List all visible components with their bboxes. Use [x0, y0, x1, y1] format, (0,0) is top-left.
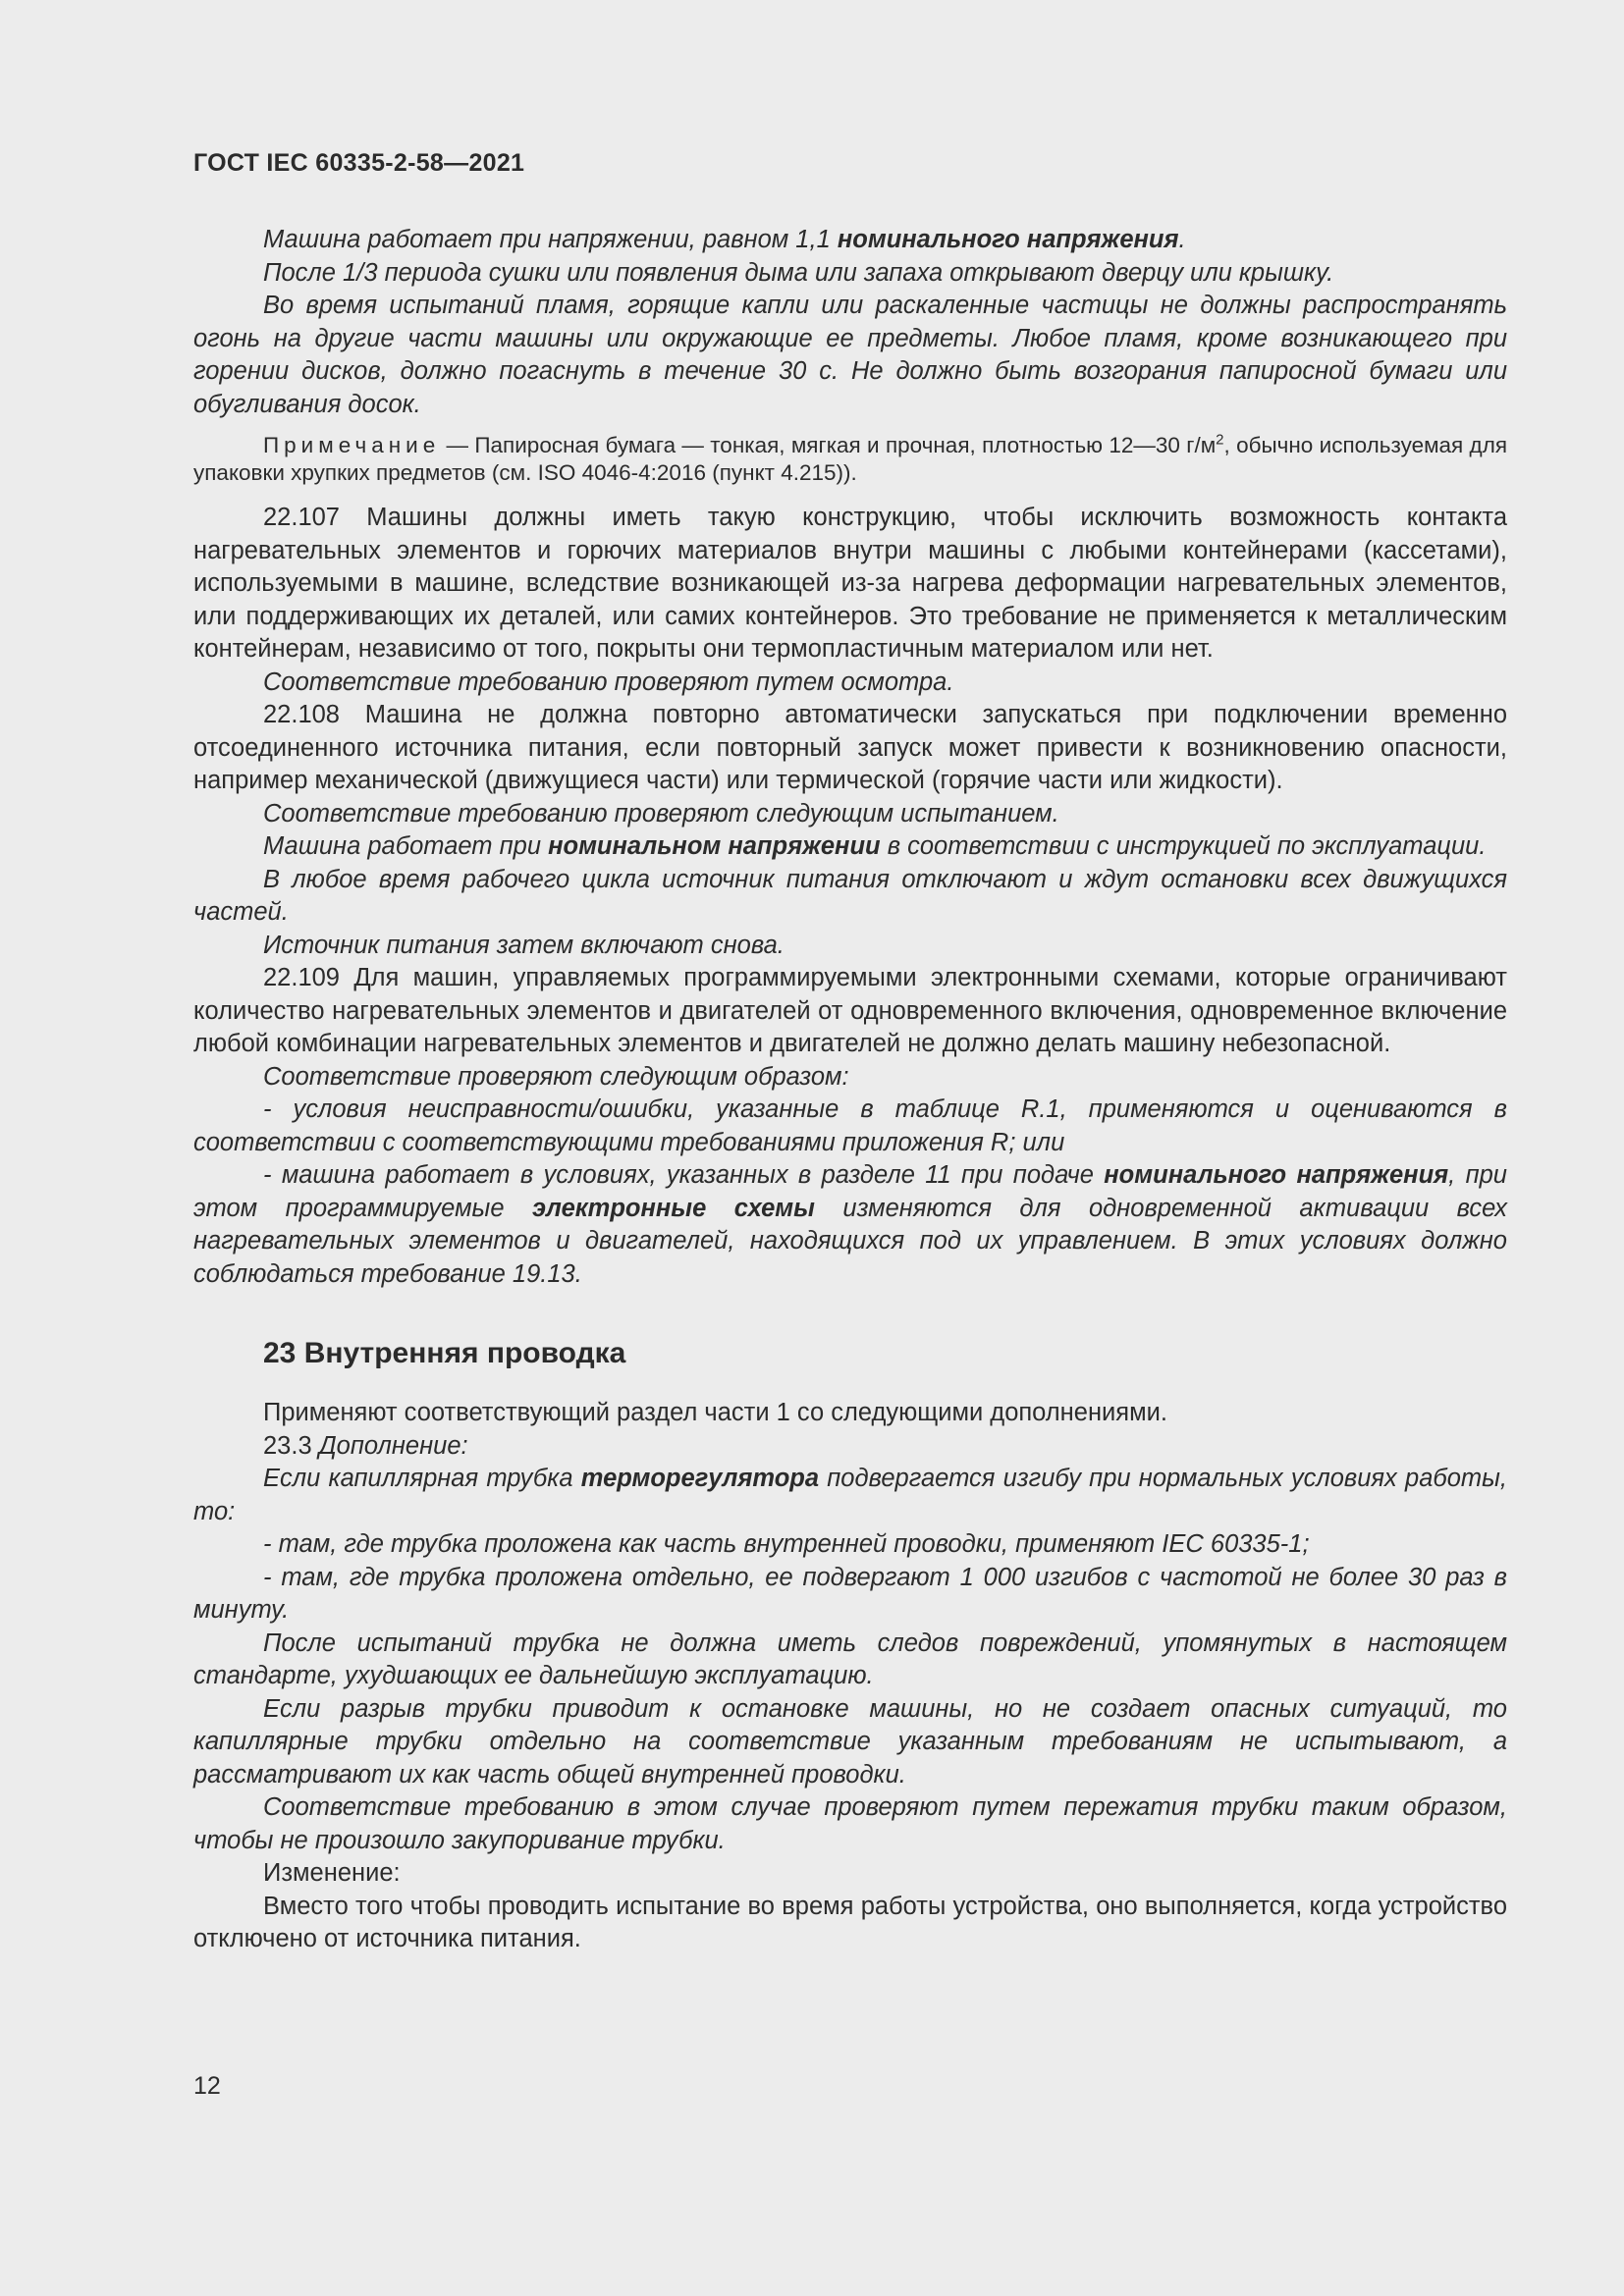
text: — Папиросная бумага — тонкая, мягкая и прочная, плотностью 12—30 г/м — [440, 433, 1217, 457]
clause-number: 23.3 — [263, 1431, 319, 1460]
document-body — [193, 224, 1507, 1956]
term-bold: терморегулятора — [580, 1465, 820, 1492]
clause-label: Дополнение: — [318, 1431, 468, 1460]
text: - машина работает в условиях, указанных в разделе 11 при подаче — [263, 1161, 1105, 1189]
paragraph: - там, где трубка проложена как часть внутренней проводки, применяют IEC 60335-1; — [263, 1530, 1310, 1558]
paragraph: В любое время рабочего цикла источник питания отключают и ждут остановки всех движущихся частей. — [193, 865, 1507, 926]
text: Машина работает при — [263, 832, 549, 860]
paragraph: Соответствие требованию проверяют путем осмотра. — [263, 667, 954, 696]
paragraph: Соответствие проверяют следующим образом: — [263, 1062, 849, 1091]
text: Машина работает при напряжении, равном 1,1 — [263, 226, 838, 253]
text: . — [1178, 226, 1186, 253]
section-title: 23 Внутренняя проводка — [263, 1337, 626, 1369]
paragraph: После 1/3 периода сушки или появления дыма или запаха открывают дверцу или крышку. — [263, 258, 1334, 287]
paragraph: 22.109 Для машин, управляемых программируемыми электронными схемами, которые ограничивают количество нагревательных элементов и двигателей от одновременного включения, одновременное включение любой комбинации нагревательных элементов и двигателей не должно делать машину небезопасной. — [193, 964, 1507, 1057]
term-bold: номинального напряжения — [837, 226, 1179, 253]
text: изменяются для одновременной активации всех нагревательных элементов и двигателей, находящихся под их управлением. В этих условиях должно соблюдаться требование 19.13. — [193, 1194, 1507, 1288]
paragraph: Соответствие требованию проверяют следующим испытанием. — [263, 799, 1059, 828]
document-header: ГОСТ IEC 60335-2-58—2021 — [193, 149, 525, 177]
text: , обычно используемая для упаковки хрупких предметов (см. ISO 4046-4:2016 (пункт 4.215)). — [193, 433, 1508, 485]
term-bold: номинальном напряжении — [548, 832, 881, 860]
page-number: 12 — [193, 2072, 221, 2100]
paragraph: Вместо того чтобы проводить испытание во время работы устройства, оно выполняется, когда устройство отключено от источника питания. — [193, 1892, 1507, 1952]
paragraph — [193, 1430, 1507, 1464]
paragraph: После испытаний трубка не должна иметь следов повреждений, упомянутых в настоящем стандарте, ухудшающих ее дальнейшую эксплуатацию. — [193, 1629, 1507, 1689]
paragraph — [193, 830, 1507, 864]
text: , при этом программируемые — [193, 1161, 1507, 1222]
superscript: 2 — [1216, 431, 1224, 449]
note-label: Примечание — [263, 433, 441, 457]
paragraph — [193, 1159, 1507, 1291]
paragraph: - там, где трубка проложена отдельно, ее подвергают 1 000 изгибов с частотой не более 30 раз в минуту. — [193, 1563, 1507, 1624]
paragraph: 22.107 Машины должны иметь такую конструкцию, чтобы исключить возможность контакта нагревательных элементов и горючих материалов внутри машины с любыми контейнерами (кассетами), используемыми в машине, вследствие возникающей из-за нагрева деформации нагревательных элементов, или поддерживающих их деталей, или самих контейнеров. Это требование не применяется к металлическим контейнерам, независимо от того, покрыты они термопластичным материалом или нет. — [193, 504, 1507, 663]
paragraph: Источник питания затем включают снова. — [263, 931, 785, 959]
text: в соответствии с инструкцией по эксплуатации. — [880, 832, 1487, 860]
paragraph: - условия неисправности/ошибки, указанные в таблице R.1, применяются и оцениваются в соответствии с соответствующими требованиями приложения R; или — [193, 1095, 1507, 1156]
paragraph: 22.108 Машина не должна повторно автоматически запускаться при подключении временно отсоединенного источника питания, если повторный запуск может привести к возникновению опасности, например механической (движущиеся части) или термической (горячие части или жидкости). — [193, 701, 1507, 794]
paragraph: Во время испытаний пламя, горящие капли или раскаленные частицы не должны распространять огонь на другие части машины или окружающие ее предметы. Любое пламя, кроме возникающего при горении дисков, должно погаснуть в течение 30 с. Не должно быть возгорания папиросной бумаги или обугливания досок. — [193, 292, 1507, 418]
note — [193, 432, 1507, 487]
paragraph: Если разрыв трубки приводит к остановке машины, но не создает опасных ситуаций, то капиллярные трубки отдельно на соответствие указанным требованиям не испытывают, а рассматривают их как часть общей внутренней проводки. — [193, 1694, 1507, 1789]
text: Если капиллярная трубка — [263, 1465, 581, 1492]
paragraph — [193, 224, 1507, 257]
paragraph: Изменение: — [263, 1859, 401, 1887]
paragraph: Соответствие требованию в этом случае проверяют путем пережатия трубки таким образом, чтобы не произошло закупоривание трубки. — [193, 1793, 1507, 1854]
term-bold: номинального напряжения — [1104, 1161, 1449, 1189]
paragraph — [193, 1463, 1507, 1528]
paragraph: Применяют соответствующий раздел части 1 со следующими дополнениями. — [263, 1399, 1167, 1426]
text: подвергается изгибу при нормальных условиях работы, то: — [193, 1465, 1507, 1525]
term-bold: электронные схемы — [531, 1194, 815, 1222]
